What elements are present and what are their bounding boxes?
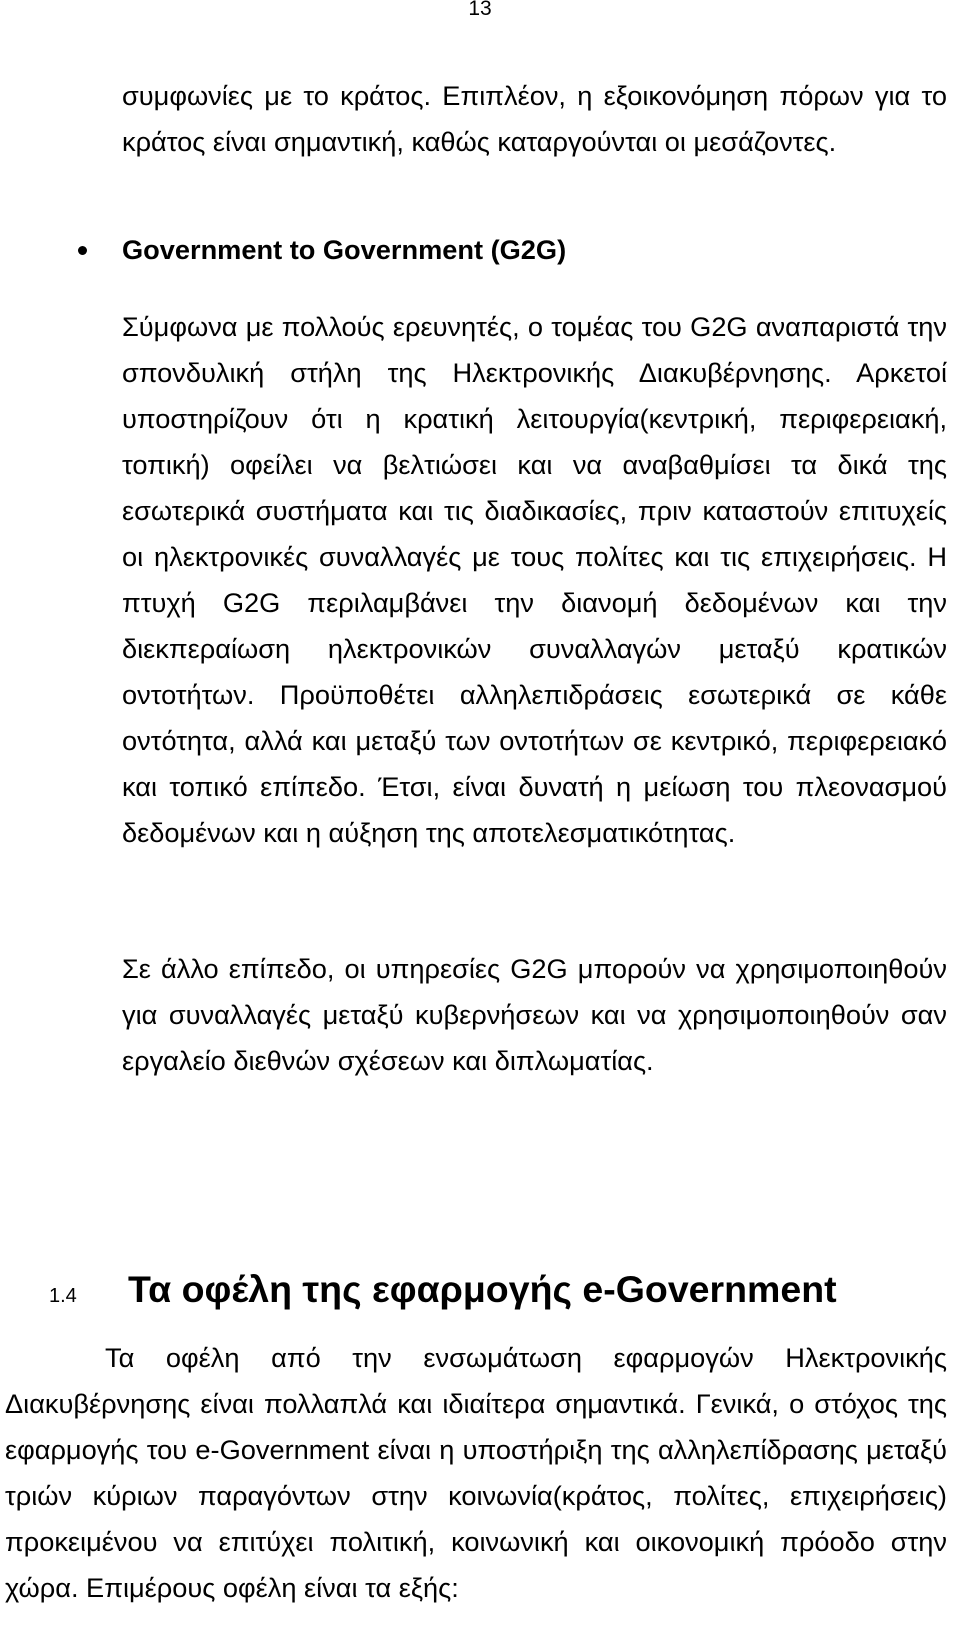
paragraph-g2g-description: Σύμφωνα με πολλούς ερευνητές, ο τομέας του G2G αναπαριστά την σπονδυλική στήλη της Ηλεκτρονικής Διακυβέρνησης. Αρκετοί υποστηρίζουν ότι η κρατική λειτουργία(κεντρική, περιφερειακή, τοπική) οφείλει να βελτιώσει και να αναβαθμίσει τα δικά της εσωτερικά συστήματα και τις διαδικασίες, πριν καταστούν επιτυχείς οι ηλεκτρονικές συναλλαγές με τους πολίτες και τις επιχειρήσεις. Η πτυχή G2G περιλαμβάνει την διανομή δεδομένων και την διεκπεραίωση ηλεκτρονικών συναλλαγών μεταξύ κρατικών οντοτήτων. Προϋποθέτει αλληλεπιδράσεις εσωτερικά σε κάθε οντότητα, αλλά και μεταξύ των οντοτήτων σε κεντρικό, περιφερειακό και τοπικό επίπεδο. Έτσι, είναι δυνατή η μείωση του πλεονασμού δεδομένων και η αύξηση της αποτελεσματικότητας. — [122, 311, 947, 848]
page-number: 13 — [468, 0, 492, 20]
section-number: 1.4 — [49, 1285, 77, 1307]
section-heading — [49, 1268, 837, 1311]
paragraph-intro-continued: συμφωνίες με το κράτος. Επιπλέον, η εξοικονόμηση πόρων για το κράτος είναι σημαντική, καθώς καταργούνται οι μεσάζοντες. — [122, 80, 947, 157]
bullet-text: Government to Government (G2G) — [122, 234, 567, 265]
paragraph-g2g-diplomacy: Σε άλλο επίπεδο, οι υπηρεσίες G2G μπορούν να χρησιμοποιηθούν για συναλλαγές μεταξύ κυβερνήσεων και να χρησιμοποιηθούν σαν εργαλείο διεθνών σχέσεων και διπλωματίας. — [122, 953, 947, 1076]
section-title: Τα οφέλη της εφαρμογής e-Government — [128, 1268, 837, 1310]
bullet-icon — [78, 246, 87, 255]
paragraph-benefits: Τα οφέλη από την ενσωμάτωση εφαρμογών Ηλεκτρονικής Διακυβέρνησης είναι πολλαπλά και ιδιαίτερα σημαντικά. Γενικά, ο στόχος της εφαρμογής του e-Government είναι η υποστήριξη της αλληλεπίδρασης μεταξύ τριών κύριων παραγόντων στην κοινωνία(κράτος, πολίτες, επιχειρήσεις) προκειμένου να επιτύχει πολιτική, κοινωνική και οικονομική πρόοδο στην χώρα. Επιμέρους οφέλη είναι τα εξής: — [5, 1342, 947, 1603]
